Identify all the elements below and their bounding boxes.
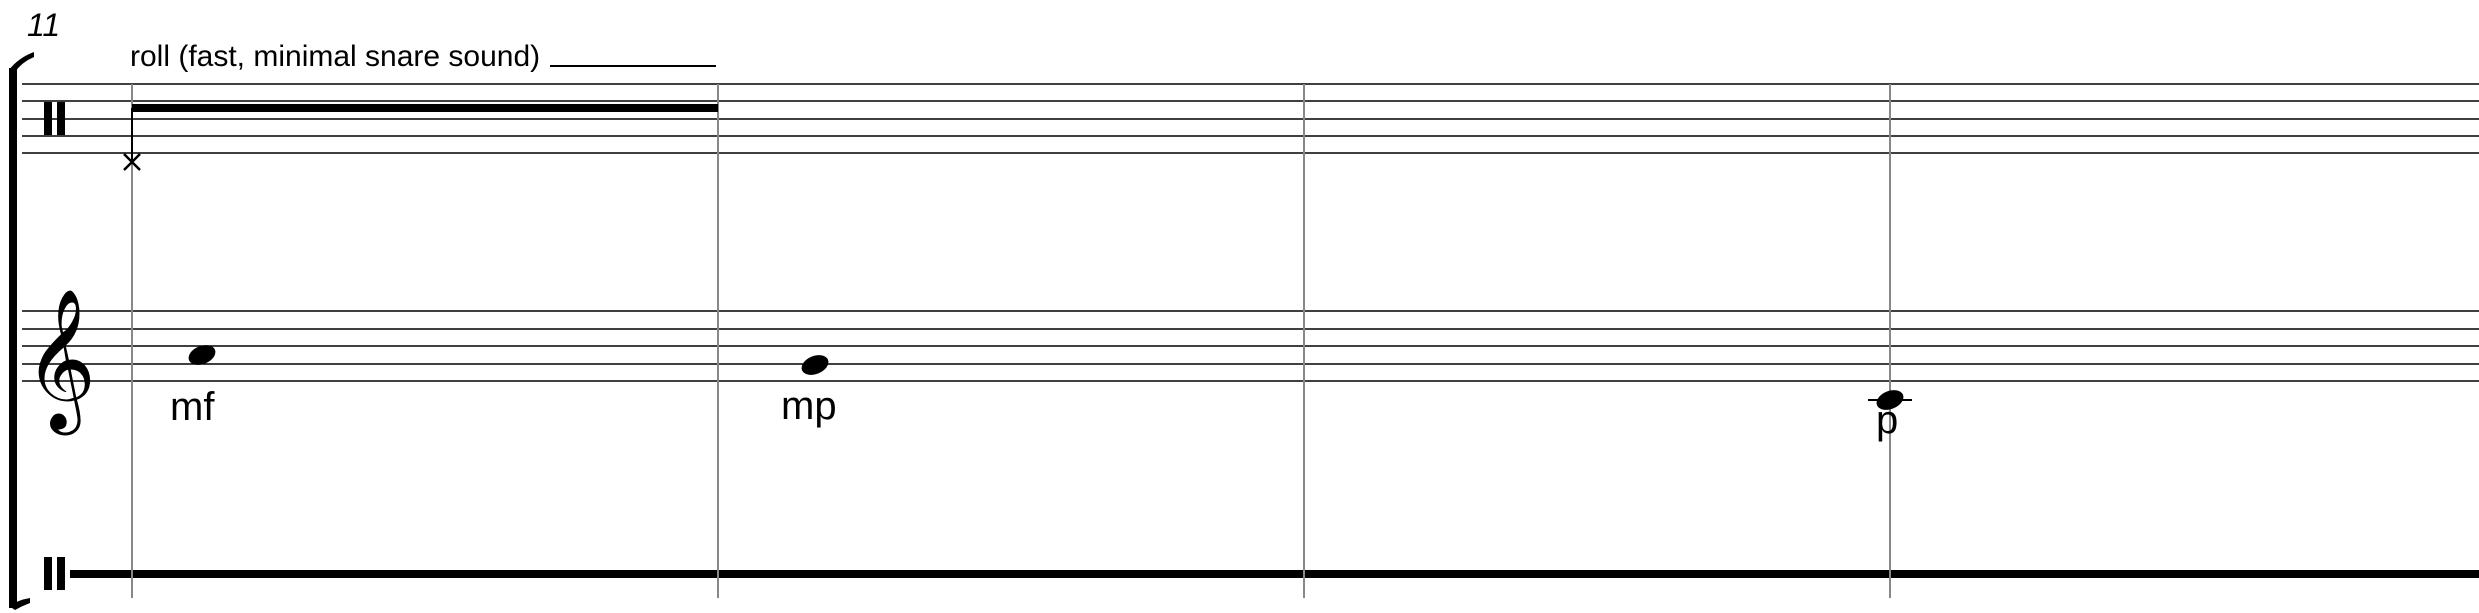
barlines — [132, 84, 1890, 598]
treble-clef-icon: 𝄞 — [24, 290, 97, 426]
note-e4 — [799, 351, 832, 378]
percussion-clef-icon — [44, 557, 65, 590]
roll-note — [124, 104, 718, 170]
technique-text: roll (fast, minimal snare sound) — [130, 40, 541, 73]
dynamic-mp: mp — [781, 384, 837, 428]
dynamic-mf: mf — [170, 385, 215, 429]
snare-staff — [22, 84, 2479, 153]
dynamic-p: p — [1876, 398, 1899, 442]
measure-number: 11 — [27, 7, 61, 43]
treble-staff — [22, 311, 2479, 381]
